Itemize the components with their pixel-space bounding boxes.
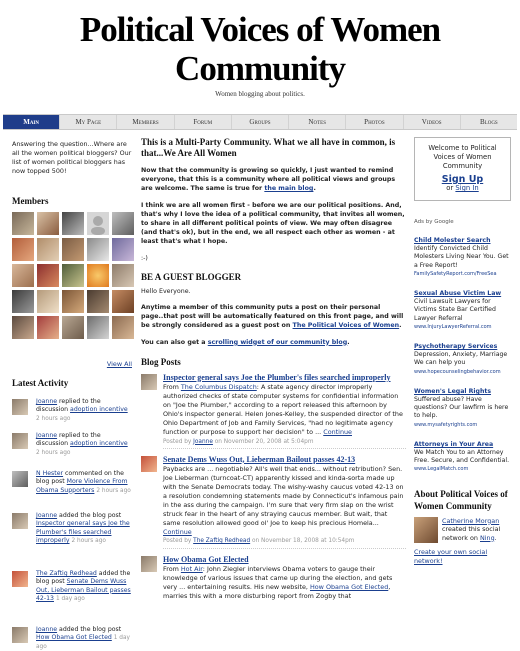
guest-blogger-heading: BE A GUEST BLOGGER <box>141 271 242 282</box>
source-link[interactable]: Hot Air <box>180 564 203 573</box>
tab-blogs[interactable]: Blogs <box>479 118 498 126</box>
smiley-text: :-) <box>141 254 148 262</box>
ad-url[interactable]: www.InjuryLawyerReferral.com <box>414 323 492 330</box>
reminder-paragraph: Now that the community is growing so quickly, I just wanted to remind everyone, that this is a community where all political views and groups are welcome. The same is true for the main blog. <box>141 167 396 193</box>
blog-post <box>141 455 406 549</box>
user-avatar[interactable] <box>12 627 28 643</box>
post-title-link[interactable]: Inspector general says Joe the Plumber's files searched improperly <box>163 372 391 382</box>
user-avatar[interactable] <box>12 399 28 415</box>
google-ad[interactable] <box>414 343 511 376</box>
main-nav <box>3 114 517 130</box>
member-avatar[interactable] <box>87 212 109 235</box>
member-avatar[interactable] <box>62 290 84 313</box>
activity-link[interactable]: Senate Dems Wuss Out, Lieberman Bailout passes 42-13 <box>36 578 131 602</box>
activity-user-link[interactable]: Joanne <box>36 398 58 405</box>
ad-title[interactable]: Psychotherapy Services <box>414 343 498 351</box>
creator-link[interactable]: Catherine Morgan <box>442 516 500 525</box>
activity-user-link[interactable]: The Zaftig Redhead <box>36 570 97 577</box>
intro-text: Answering the question...Where are all the women political bloggers? Our list of women political bloggers has now topped 500! <box>12 140 132 175</box>
activity-link[interactable]: How Obama Got Elected <box>36 634 112 642</box>
creator-row: Catherine Morgan created this social network on Ning. <box>414 517 511 543</box>
tagline: Women blogging about politics. <box>215 90 305 98</box>
activity-time: 2 hours ago <box>36 449 71 456</box>
user-avatar[interactable] <box>12 433 28 449</box>
ning-link[interactable]: Ning <box>479 533 495 542</box>
site-title[interactable] <box>0 0 520 88</box>
member-avatar[interactable] <box>87 316 109 339</box>
blog-post: How Obama Got Elected From Hot Air: John Ziegler interviews Obama voters to gauge their knowledge of various issues that came up during the election, and gets very ... entertaining results. His new website, How Obama Got Elected, marries this with a more disturbing report from Zogby that <box>141 555 406 601</box>
blog-post: Inspector general says Joe the Plumber's files searched improperly From The Columbus Dispatch: A state agency director improperly authorized checks of state computer systems for confidential information on "Joe the Plumber," according to a report released this afternoon by Ohio's inspector general. Helen Jones-Kelley, the suspended director of the Ohio Department of Job and Family Services, "had no legitimate agency function or purpose to support her decision" to ... Continue Posted by Joanne on November 20, 2008 at 5:04pm <box>141 373 406 449</box>
member-avatar[interactable] <box>112 264 134 287</box>
right-sidebar <box>414 137 511 565</box>
sign-in-link[interactable]: Sign In <box>455 184 479 192</box>
title-line-2[interactable]: Community <box>175 49 345 88</box>
activity-link[interactable]: adoption incentive <box>70 406 128 414</box>
post-title-link[interactable]: Senate Dems Wuss Out, Lieberman Bailout passes 42-13 <box>163 454 356 464</box>
member-avatar[interactable] <box>37 316 59 339</box>
post-excerpt: : John Ziegler interviews Obama voters to gauge their knowledge of various issues that came up during the election, and gets very ... entertaining results. His new website, <box>163 564 393 591</box>
activity-item <box>12 512 132 545</box>
post-excerpt: Paybacks are ... negotiable? All's well that ends... without retribution? Sen. Joe Lieberman (turncoat-CT) apparently kissed and kinda-sorta made up with the Senate Democrats today. The wishy-washy caucus voted 42-13 on a resolution condemning statements made by Connecticut's infamous pain in the ass during the campaign. I'm sure that very firm slap on the wrist struck fear in the heart of any straying caucus member. But wait, that same resolution allowed good ol' Joe to keep his precious Homela... <box>163 464 404 528</box>
author-avatar[interactable] <box>141 456 157 472</box>
post-title-link[interactable]: How Obama Got Elected <box>163 554 249 564</box>
continue-link[interactable]: Continue <box>323 428 352 437</box>
member-avatar[interactable] <box>87 290 109 313</box>
post-excerpt: : A state agency director improperly authorized checks of state computer systems for confidential information on "Joe the Plumber," according to a report released this afternoon by Ohio's inspector general. Helen Jones-Kelley, the suspended director of the Ohio Department of Job and Family Services, "had no legitimate agency function or purpose to support her decision" to ... <box>163 382 403 437</box>
ad-url[interactable]: www.hopecounselingbehavior.com <box>414 368 501 375</box>
activity-user-link[interactable]: Joanne <box>36 512 58 519</box>
user-avatar[interactable] <box>12 513 28 529</box>
google-ad[interactable] <box>414 237 511 278</box>
ad-title[interactable]: Attorneys in Your Area <box>414 440 494 448</box>
welcome-box: Welcome to Political Voices of Women Community Sign Up or Sign In <box>414 137 511 201</box>
member-avatar[interactable] <box>112 316 134 339</box>
google-ad[interactable] <box>414 441 511 474</box>
ad-title[interactable]: Women's Legal Rights <box>414 387 492 395</box>
women-first-paragraph: I think we are all women first - before we are our political positions. And, that's why I love the idea of a political community, that invites all women, to share in all different political points of view. We may often disagree (and that's ok), but in the end, we all respect each other as women - at least that's what I hope. <box>141 201 405 246</box>
inline-post-link[interactable]: How Obama Got Elected <box>309 582 389 591</box>
activity-link[interactable]: adoption incentive <box>70 440 128 448</box>
ad-url[interactable]: www.LegalMatch.com <box>414 466 469 473</box>
ad-text: Identify Convicted Child Molesters Living Near You. Get a Free Report! <box>414 245 509 269</box>
activity-text: replied to the discussion <box>36 432 101 448</box>
tab-members[interactable]: Members <box>117 115 174 129</box>
member-avatar[interactable] <box>12 238 34 261</box>
sign-up-link[interactable]: Sign Up <box>441 174 484 185</box>
about-heading: About Political Voices of Women Community <box>414 488 508 511</box>
ad-text: Civil Lawsuit Lawyers for Victims State Bar Certified Lawyer Referral <box>414 298 496 322</box>
author-avatar[interactable] <box>141 374 157 390</box>
author-avatar[interactable] <box>141 556 157 572</box>
source-link[interactable]: The Columbus Dispatch <box>180 382 257 391</box>
activity-time: 1 day ago <box>36 635 130 650</box>
member-avatar[interactable] <box>12 264 34 287</box>
activity-item <box>12 626 132 651</box>
member-avatar[interactable] <box>12 212 34 235</box>
ad-text: Depression, Anxiety, Marriage We can help you <box>414 351 508 367</box>
tab-groups[interactable]: Groups <box>232 115 289 129</box>
activity-text: commented on the blog post <box>36 470 124 486</box>
members-heading: Members <box>12 196 49 206</box>
create-network-link[interactable]: Create your own social network! <box>414 548 488 565</box>
welcome-text: Welcome to Political Voices of Women Community <box>428 144 497 170</box>
member-avatar[interactable] <box>37 264 59 287</box>
widget-link[interactable]: scrolling widget of our community blog <box>207 338 348 346</box>
ads-by-google-label: Ads by Google <box>414 219 454 225</box>
guest-paragraph: Anytime a member of this community puts a post on their personal page..that post will be automatically featured on this front page, and will be strongly considered as a guest post on The Political Voices of Women. <box>141 304 404 330</box>
google-ad[interactable] <box>414 290 511 331</box>
author-link[interactable]: Joanne <box>193 438 213 445</box>
tab-forum[interactable]: Forum <box>175 115 232 129</box>
blog-posts-heading: Blog Posts <box>141 356 181 367</box>
member-avatar[interactable] <box>37 212 59 235</box>
activity-item <box>12 570 132 603</box>
tab-photos[interactable]: Photos <box>346 115 403 129</box>
activity-text: replied to the discussion <box>36 398 101 414</box>
ad-text: We Match You to an Attorney Free. Secure, and Confidential. <box>414 449 510 465</box>
member-avatar[interactable] <box>62 316 84 339</box>
post-meta: Posted by Joanne on November 20, 2008 at 5:04pm <box>163 438 406 449</box>
activity-text: added the blog post <box>57 626 122 633</box>
activity-time: 1 day ago <box>55 595 85 602</box>
ad-text: Suffered abuse? Have questions? Our lawfirm is here to help. <box>414 396 509 420</box>
site-header <box>0 0 520 98</box>
member-avatar[interactable] <box>87 264 109 287</box>
activity-text: added the blog post <box>36 570 131 586</box>
tab-main[interactable]: Main <box>3 115 60 129</box>
activity-item <box>12 432 132 457</box>
activity-time: 2 hours ago <box>96 487 131 494</box>
user-avatar[interactable] <box>12 571 28 587</box>
political-voices-link[interactable]: The Political Voices of Women <box>292 322 400 330</box>
tab-notes[interactable]: Notes <box>289 115 346 129</box>
widget-paragraph: You can also get a scrolling widget of our community blog. <box>141 338 350 346</box>
member-avatar[interactable] <box>112 238 134 261</box>
tab-my-page[interactable]: My Page <box>60 115 117 129</box>
member-avatar[interactable] <box>12 290 34 313</box>
activity-user-link[interactable]: Joanne <box>36 626 58 633</box>
creator-avatar[interactable] <box>414 517 438 543</box>
activity-user-link[interactable]: N Hester <box>36 470 64 477</box>
members-grid <box>12 212 134 339</box>
title-line-1[interactable]: Political Voices of Women <box>79 10 441 49</box>
tab-videos[interactable]: Videos <box>404 115 461 129</box>
author-link[interactable]: The Zaftig Redhead <box>193 538 251 545</box>
activity-item <box>12 470 132 495</box>
main-content <box>141 137 406 601</box>
ad-title[interactable]: Sexual Abuse Victim Law <box>414 290 502 298</box>
ad-url[interactable]: www.mysafetyrights.com <box>414 421 478 428</box>
activity-link[interactable]: Inspector general says Joe the Plumber's files searched improperly <box>36 520 130 544</box>
google-ad[interactable] <box>414 388 511 429</box>
member-avatar[interactable] <box>37 290 59 313</box>
main-blog-link[interactable]: the main blog <box>264 185 314 193</box>
left-sidebar <box>12 140 132 650</box>
member-avatar[interactable] <box>37 238 59 261</box>
view-all-members-link[interactable]: View All <box>106 360 132 368</box>
ad-url[interactable]: FamilySafetyReport.com/FreeSea <box>414 270 497 277</box>
activity-text: added the blog post <box>57 512 122 519</box>
member-avatar[interactable] <box>62 264 84 287</box>
create-network-row <box>414 548 511 565</box>
activity-item <box>12 398 132 423</box>
activity-time: 2 hours ago <box>71 537 106 544</box>
post-meta: Posted by The Zaftig Redhead on November 18, 2008 at 10:54pm <box>163 537 406 548</box>
latest-activity-heading: Latest Activity <box>12 378 69 388</box>
welcome-heading: This is a Multi-Party Community. What we all have in common, is that...We Are All Women <box>141 137 396 158</box>
activity-user-link[interactable]: Joanne <box>36 432 58 439</box>
continue-link[interactable]: Continue <box>163 528 192 537</box>
user-avatar[interactable] <box>12 471 28 487</box>
member-avatar[interactable] <box>12 316 34 339</box>
member-avatar[interactable] <box>112 212 134 235</box>
member-avatar[interactable] <box>87 238 109 261</box>
ad-title[interactable]: Child Molester Search <box>414 237 491 244</box>
member-avatar[interactable] <box>62 238 84 261</box>
activity-link[interactable]: More Violence From Obama Supporters <box>36 478 128 494</box>
member-avatar[interactable] <box>62 212 84 235</box>
activity-time: 2 hours ago <box>36 415 71 422</box>
guest-hello: Hello Everyone. <box>141 287 191 295</box>
member-avatar[interactable] <box>112 290 134 313</box>
